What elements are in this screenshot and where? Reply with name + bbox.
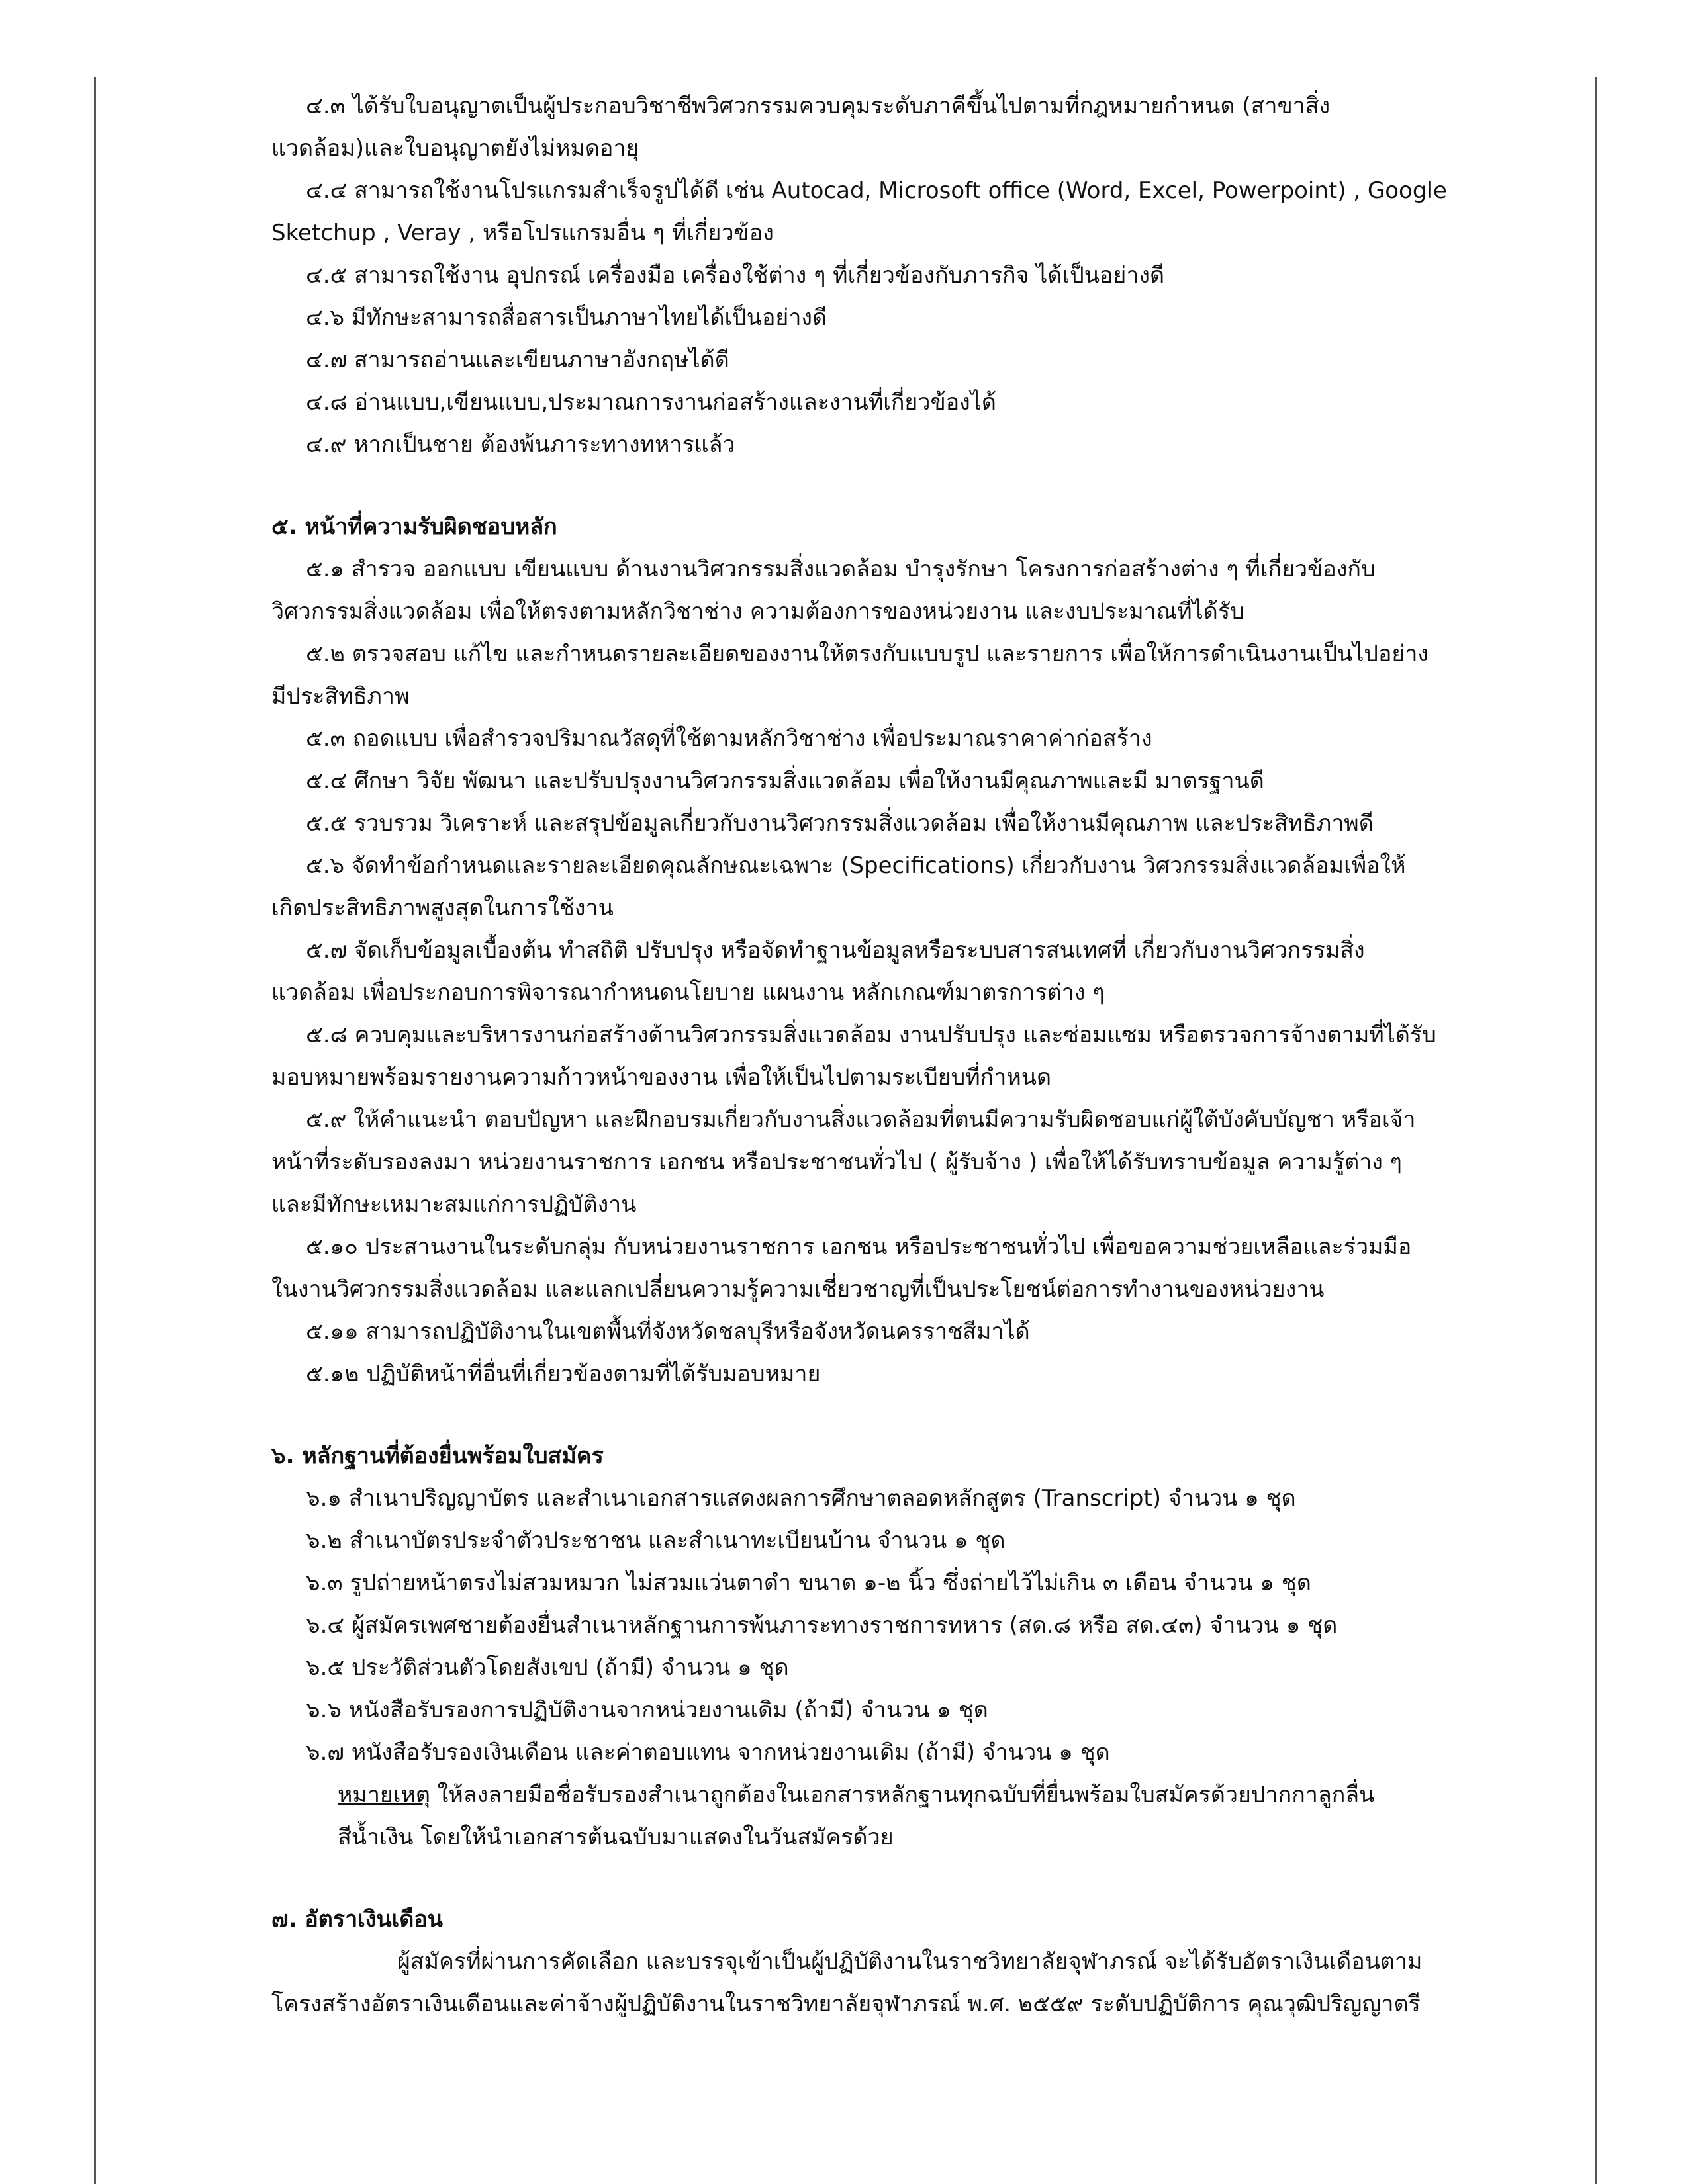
item-5-10: ๕.๑๐ ประสานงานในระดับกลุ่ม กับหน่วยงานราชการ เอกชน หรือประชาชนทั่วไป เพื่อขอความช่วยเหลือและร่วมมือ — [306, 1234, 1412, 1260]
item-6-5: ๖.๕ ประวัติส่วนตัวโดยสังเขป (ถ้ามี) จำนวน ๑ ชุด — [306, 1655, 789, 1681]
item-5-12: ๕.๑๒ ปฏิบัติหน้าที่อื่นที่เกี่ยวข้องตามที่ได้รับมอบหมาย — [306, 1361, 821, 1387]
item-5-9: ๕.๙ ให้คำแนะนำ ตอบปัญหา และฝึกอบรมเกี่ยวกับงานสิ่งแวดล้อมที่ตนมีความรับผิดชอบแก่ผู้ใต้บังคับบัญชา หรือเจ้า — [306, 1107, 1416, 1133]
item-4-9: ๔.๙ หากเป็นชาย ต้องพ้นภาระทางทหารแล้ว — [306, 432, 735, 458]
section-5-title: ๕. หน้าที่ความรับผิดชอบหลัก — [271, 514, 557, 540]
item-4-5: ๔.๕ สามารถใช้งาน อุปกรณ์ เครื่องมือ เครื่องใช้ต่าง ๆ ที่เกี่ยวข้องกับภารกิจ ได้เป็นอย่างดี — [306, 262, 1165, 289]
section-5-items — [271, 548, 1483, 1395]
item-5-2: ๕.๒ ตรวจสอบ แก้ไข และกำหนดรายละเอียดของงานให้ตรงกับแบบรูป และรายการ เพื่อให้การดำเนินงานเป็นไปอย่าง — [306, 641, 1429, 667]
page-border-left — [94, 77, 96, 2184]
item-4-8: ๔.๘ อ่านแบบ,เขียนแบบ,ประมาณการงานก่อสร้างและงานที่เกี่ยวข้องได้ — [306, 389, 996, 416]
item-5-6: ๕.๖ จัดทำข้อกำหนดและรายละเอียดคุณลักษณะเฉพาะ (Specifications) เกี่ยวกับงาน วิศวกรรมสิ่งแวดล้อมเพื่อให้ — [306, 852, 1406, 879]
item-5-8-cont: มอบหมายพร้อมรายงานความก้าวหน้าของงาน เพื่อให้เป็นไปตามระเบียบที่กำหนด — [271, 1064, 1052, 1091]
salary-line-1: ผู้สมัครที่ผ่านการคัดเลือก และบรรจุเข้าเป็นผู้ปฏิบัติงานในราชวิทยาลัยจุฬาภรณ์ จะได้รับอัตราเงินเดือนตาม — [397, 1948, 1423, 1975]
section-4-items — [271, 85, 1483, 466]
item-4-4-cont: Sketchup , Veray , หรือโปรแกรมอื่น ๆ ที่เกี่ยวข้อง — [271, 220, 774, 246]
item-5-9-cont: หน้าที่ระดับรองลงมา หน่วยงานราชการ เอกชน หรือประชาชนทั่วไป ( ผู้รับจ้าง ) เพื่อให้ได้รับทราบข้อมูล ความรู้ต่าง ๆ — [271, 1149, 1402, 1175]
note-label: หมายเหตุ — [338, 1782, 430, 1808]
item-6-2: ๖.๒ สำเนาบัตรประจำตัวประชาชน และสำเนาทะเบียนบ้าน จำนวน ๑ ชุด — [306, 1527, 1006, 1554]
item-4-6: ๔.๖ มีทักษะสามารถสื่อสารเป็นภาษาไทยได้เป็นอย่างดี — [306, 304, 827, 331]
item-6-1: ๖.๑ สำเนาปริญญาบัตร และสำเนาเอกสารแสดงผลการศึกษาตลอดหลักสูตร (Transcript) จำนวน ๑ ชุด — [306, 1485, 1296, 1512]
item-5-5: ๕.๕ รวบรวม วิเคราะห์ และสรุปข้อมูลเกี่ยวกับงานวิศวกรรมสิ่งแวดล้อม เพื่อให้งานมีคุณภาพ และประสิทธิภาพดี — [306, 810, 1374, 837]
item-5-8: ๕.๘ ควบคุมและบริหารงานก่อสร้างด้านวิศวกรรมสิ่งแวดล้อม งานปรับปรุง และซ่อมแซม หรือตรวจการจ้างตามที่ได้รับ — [306, 1022, 1436, 1048]
item-5-3: ๕.๓ ถอดแบบ เพื่อสำรวจปริมาณวัสดุที่ใช้ตามหลักวิชาช่าง เพื่อประมาณราคาค่าก่อสร้าง — [306, 725, 1152, 752]
item-5-2-cont: มีประสิทธิภาพ — [271, 683, 410, 709]
section-6-title: ๖. หลักฐานที่ต้องยื่นพร้อมใบสมัคร — [271, 1443, 604, 1469]
item-5-1: ๕.๑ สำรวจ ออกแบบ เขียนแบบ ด้านงานวิศวกรรมสิ่งแวดล้อม บำรุงรักษา โครงการก่อสร้างต่าง ๆ ที่เกี่ยวข้องกับ — [306, 556, 1376, 582]
item-5-7: ๕.๗ จัดเก็บข้อมูลเบื้องต้น ทำสถิติ ปรับปรุง หรือจัดทำฐานข้อมูลหรือระบบสารสนเทศที่ เกี่ยวกับงานวิศวกรรมสิ่ง — [306, 937, 1365, 964]
item-4-7: ๔.๗ สามารถอ่านและเขียนภาษาอังกฤษได้ดี — [306, 347, 729, 373]
item-5-10-cont: ในงานวิศวกรรมสิ่งแวดล้อม และแลกเปลี่ยนความรู้ความเชี่ยวชาญที่เป็นประโยชน์ต่อการทำงานของหน่วยงาน — [271, 1276, 1325, 1302]
item-6-7: ๖.๗ หนังสือรับรองเงินเดือน และค่าตอบแทน จากหน่วยงานเดิม (ถ้ามี) จำนวน ๑ ชุด — [306, 1739, 1110, 1766]
note-line-1 — [271, 1774, 1483, 1816]
item-5-4: ๕.๔ ศึกษา วิจัย พัฒนา และปรับปรุงงานวิศวกรรมสิ่งแวดล้อม เพื่อให้งานมีคุณภาพและมี มาตรฐานดี — [306, 768, 1264, 794]
note-text: ให้ลงลายมือชื่อรับรองสำเนาถูกต้องในเอกสารหลักฐานทุกฉบับที่ยื่นพร้อมใบสมัครด้วยปากกาลูกลื่น — [430, 1782, 1375, 1808]
item-6-4: ๖.๔ ผู้สมัครเพศชายต้องยื่นสำเนาหลักฐานการพ้นภาระทางราชการทหาร (สด.๘ หรือ สด.๔๓) จำนวน ๑ ชุด — [306, 1612, 1338, 1639]
item-5-9-cont-2: และมีทักษะเหมาะสมแก่การปฏิบัติงาน — [271, 1191, 637, 1218]
item-4-4: ๔.๔ สามารถใช้งานโปรแกรมสำเร็จรูปได้ดี เช่น Autocad, Microsoft office (Word, Excel, Powerpoint) , Google — [306, 177, 1447, 204]
item-5-1-cont: วิศวกรรมสิ่งแวดล้อม เพื่อให้ตรงตามหลักวิชาช่าง ความต้องการของหน่วยงาน และงบประมาณที่ได้รับ — [271, 598, 1244, 625]
page-border-right — [1595, 77, 1597, 2184]
item-6-6: ๖.๖ หนังสือรับรองการปฏิบัติงานจากหน่วยงานเดิม (ถ้ามี) จำนวน ๑ ชุด — [306, 1697, 988, 1723]
salary-line-2: โครงสร้างอัตราเงินเดือนและค่าจ้างผู้ปฏิบัติงานในราชวิทยาลัยจุฬาภรณ์ พ.ศ. ๒๕๕๙ ระดับปฏิบัติการ คุณวุฒิปริญญาตรี — [271, 1991, 1421, 2017]
item-4-3-cont: แวดล้อม)และใบอนุญาตยังไม่หมดอายุ — [271, 135, 639, 161]
document-page — [271, 85, 1483, 2025]
note-line-2: สีน้ำเงิน โดยให้นำเอกสารต้นฉบับมาแสดงในวันสมัครด้วย — [338, 1824, 894, 1850]
item-4-3: ๔.๓ ได้รับใบอนุญาตเป็นผู้ประกอบวิชาชีพวิศวกรรมควบคุมระดับภาคีขึ้นไปตามที่กฎหมายกำหนด (สาขาสิ่ง — [306, 93, 1331, 119]
item-5-6-cont: เกิดประสิทธิภาพสูงสุดในการใช้งาน — [271, 895, 614, 921]
item-6-3: ๖.๓ รูปถ่ายหน้าตรงไม่สวมหมวก ไม่สวมแว่นตาดำ ขนาด ๑-๒ นิ้ว ซึ่งถ่ายไว้ไม่เกิน ๓ เดือน จำนวน ๑ ชุด — [306, 1570, 1311, 1596]
section-6-items — [271, 1477, 1483, 1858]
item-5-11: ๕.๑๑ สามารถปฏิบัติงานในเขตพื้นที่จังหวัดชลบุรีหรือจังหวัดนครราชสีมาได้ — [306, 1318, 1030, 1345]
item-5-7-cont: แวดล้อม เพื่อประกอบการพิจารณากำหนดนโยบาย แผนงาน หลักเกณฑ์มาตรการต่าง ๆ — [271, 979, 1105, 1006]
section-7-title: ๗. อัตราเงินเดือน — [271, 1906, 444, 1933]
